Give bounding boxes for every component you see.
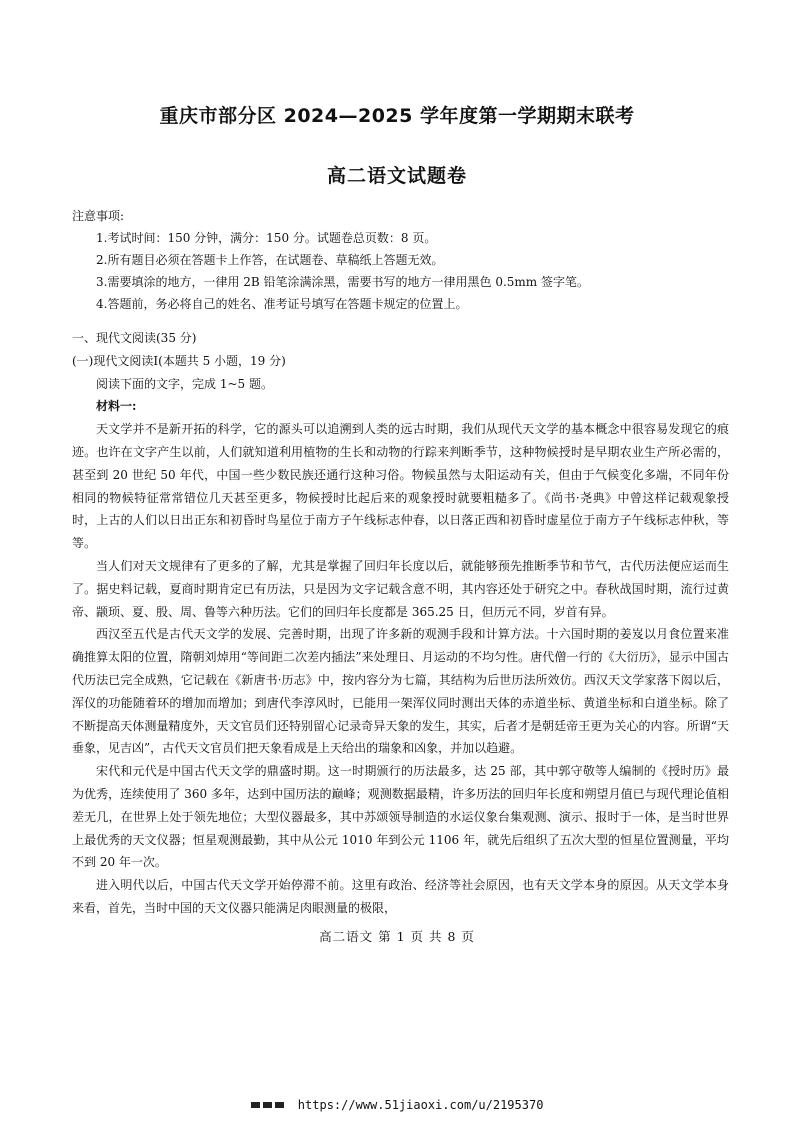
- watermark: [0, 1098, 794, 1113]
- exam-title: 重庆市部分区 2024—2025 学年度第一学期期末联考: [159, 105, 635, 127]
- passage-paragraph: 天文学并不是新开拓的科学，它的源头可以追溯到人类的远古时期，我们从现代天文学的基本概念中很容易发现它的痕迹。也许在文字产生以前，人们就知道利用植物的生长和动物的行踪来判断季节，这种物候授时是早期农业生产所必需的，甚至到 20 世纪 50 年代，中国一些少数民族还通行这种习俗。物候虽然与太阳运动有关，但由于气候变化多端，不同年份相同的物候特征常常错位几天甚至更多，物候授时比起后来的观象授时就要粗糙多了。《尚书·尧典》中曾这样记载观象授时，上古的人们以日出正东和初昏时鸟星位于南方子午线标志仲春，以日落正西和初昏时虚星位于南方子午线标志仲秋，等等。: [72, 422, 729, 551]
- section-heading: 一、现代文阅读(35 分): [72, 331, 197, 345]
- notice-item: 3.需要填涂的地方，一律用 2B 铅笔涂满涂黑，需要书写的地方一律用黑色 0.5mm 签字笔。: [96, 275, 590, 289]
- watermark-url: https://www.51jiaoxi.com/u/2195370: [297, 1098, 544, 1112]
- notice-item: 2.所有题目必须在答题卡上作答，在试题卷、草稿纸上答题无效。: [96, 253, 444, 267]
- passage-paragraph: 当人们对天文规律有了更多的了解，尤其是掌握了回归年长度以后，就能够预先推断季节和节气，古代历法便应运而生了。据史料记载，夏商时期肯定已有历法，只是因为文字记载含意不明，其内容还处于研究之中。春秋战国时期，流行过黄帝、颛顼、夏、殷、周、鲁等六种历法。它们的回归年长度都是 365.25 日，但历元不同，岁首有异。: [72, 558, 729, 619]
- sub-section-heading: (一)现代文阅读Ⅰ(本题共 5 小题，19 分): [72, 353, 286, 368]
- reading-section: [72, 327, 729, 920]
- passage-paragraph: 宋代和元代是中国古代天文学的鼎盛时期。这一时期颁行的历法最多，达 25 部，其中郭守敬等人编制的《授时历》最为优秀，连续使用了 360 多年，达到中国历法的巅峰；观测数据最精，许多历法的回归年长度和朔望月值已与现代理论值相差无几，在世界上处于领先地位；大型仪器最多，其中苏颂领导制造的水运仪象台集观测、演示、报时于一体，是当时世界上最优秀的天文仪器；恒星观测最勤，其中从公元 1010 年到公元 1106 年，就先后组织了五次大型的恒星位置测量，平均不到 20 年一次。: [72, 764, 729, 870]
- notice-item: 1.考试时间：150 分钟，满分：150 分。试题卷总页数：8 页。: [96, 231, 437, 245]
- passage-paragraph: 进入明代以后，中国古代天文学开始停滞不前。这里有政治、经济等社会原因，也有天文学本身的原因。从天文学本身来看，首先，当时中国的天文仪器只能满足肉眼测量的极限，: [72, 878, 729, 915]
- notice-heading: 注意事项:: [72, 209, 125, 223]
- material-label: 材料一:: [96, 399, 137, 414]
- notice-block: [72, 205, 732, 315]
- page-footer: 高二语文 第 1 页 共 8 页: [319, 929, 475, 944]
- notice-item: 4.答题前，务必将自己的姓名、准考证号填写在答题卡规定的位置上。: [96, 297, 468, 311]
- reading-instruction: 阅读下面的文字，完成 1~5 题。: [96, 376, 273, 391]
- passage-paragraph: 西汉至五代是古代天文学的发展、完善时期，出现了许多新的观测手段和计算方法。十六国时期的姜岌以月食位置来准确推算太阳的位置，隋朝刘焯用“等间距二次差内插法”来处理日、月运动的不均匀性。唐代僧一行的《大衍历》，显示中国古代历法已完全成熟，它记载在《新唐书·历志》中，按内容分为七篇，其结构为后世历法所效仿。西汉天文学家落下闳以后，浑仪的功能随着环的增加而增加；到唐代李淳风时，已能用一架浑仪同时测出天体的赤道坐标、黄道坐标和白道坐标。除了不断提高天体测量精度外，天文官员们还特别留心记录奇异天象的发生，其实，后者才是朝廷帝王更为关心的内容。所谓“天垂象，见吉凶”，古代天文官员们把天象看成是上天给出的瑞象和凶象，并加以趋避。: [72, 627, 729, 756]
- watermark-logo-icon: [251, 1099, 285, 1113]
- exam-subtitle: 高二语文试题卷: [326, 165, 467, 187]
